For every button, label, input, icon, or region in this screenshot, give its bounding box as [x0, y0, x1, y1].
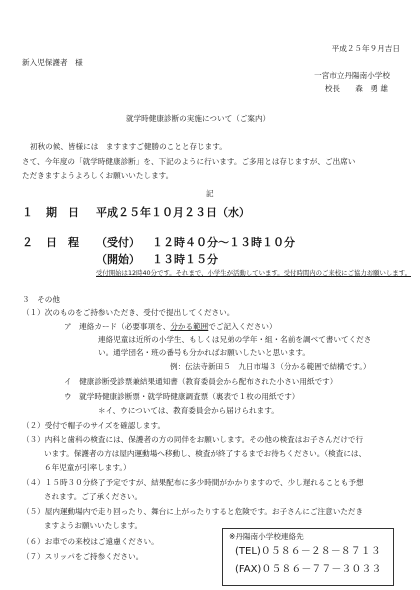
item-1-u: ウ 就学時健康診断票・就学時健康調査票（裏表で１枚の用紙です）	[64, 392, 300, 401]
item-3-line-2: います。保護者の方は屋内運動場へ移動し、検査が終了するまでお待ちください。（検査には、	[44, 449, 367, 458]
item-5-line-2: ますようお願いいたします。	[44, 521, 143, 530]
addressee: 新入児保護者 様	[22, 58, 83, 67]
section1-number: １	[22, 206, 33, 219]
item-2: （２）受付で帽子のサイズを確認します。	[22, 421, 166, 430]
item-1-a-example: 例：伝法寺新田５ 九日市場３（分かる範囲で結構です。）	[170, 362, 371, 371]
item-1-a-detail-1: 連絡児童は近所の小学生、もしくは兄弟の学年・組・名前を調べて書いてくださ	[98, 335, 372, 344]
intro-line-2: さて、今年度の「就学時健康診断」を、下記のように行います。ご多用とは存じますが、ご出席い	[22, 157, 356, 166]
item-1: （１）次のものをご持参いただき、受付で提出してください。	[22, 308, 235, 317]
principal-name: 校長 森 勇 雄	[324, 84, 388, 93]
item-1-note: ＊イ、ウについては、教育委員会から届けられます。	[98, 406, 279, 415]
reception-note: 受付開始は12時40分です。それまで、小学生が活動しています。受付時間内のご来校にご協力お願いします。	[96, 269, 411, 277]
start-label: （開始）	[96, 253, 140, 266]
contact-fax: (FAX)０５８６－７７－３０３３	[235, 564, 382, 575]
reception-label: （受付）	[96, 236, 140, 249]
item-6: （６）お車での来校はご遠慮ください。	[22, 537, 159, 546]
contact-title: ※丹陽南小学校連絡先	[229, 532, 304, 541]
section2-label: 日 程	[46, 236, 79, 249]
section2-number: ２	[22, 236, 33, 249]
contact-tel: (TEL)０５８６－２８－８７１３	[235, 546, 381, 557]
item-7: （７）スリッパをご持参ください。	[22, 552, 144, 561]
section3-heading: ３ その他	[22, 295, 60, 304]
item-4-line-2: されます。ご了承ください。	[44, 492, 143, 501]
start-time: １３時１５分	[152, 253, 218, 266]
document-title: 就学時健康診断の実施について（ご案内）	[126, 114, 271, 123]
item-5-line-1: （５）屋内運動場内で走り回ったり、舞台に上がったりすると危険です。お子さんにご注意いただき	[22, 507, 364, 516]
item-1-a: ア 連絡カード（必要事項を、分かる範囲でご記入ください）	[64, 322, 277, 331]
document-date: 平成２５年９月吉日	[331, 44, 400, 53]
school-name: 一宮市立丹陽南小学校	[314, 71, 390, 80]
section1-label: 期 日	[46, 206, 79, 219]
item-3-line-3: ６年児童が引率します。）	[44, 463, 131, 472]
event-date: 平成２５年１０月２３日（水）	[96, 206, 250, 219]
reception-time: １２時４０分～１３時１０分	[152, 236, 295, 249]
item-1-a-detail-2: い。通学団名・班の番号も分かればお願いしたいと思います。	[98, 348, 311, 357]
intro-line-1: 初秋の候、皆様には ますますご健勝のことと存じます。	[30, 142, 227, 151]
contact-box	[222, 528, 394, 586]
item-3-line-1: （３）内科と歯科の検査には、保護者の方の同伴をお願いします。その他の検査はお子さんだけで行	[22, 435, 364, 444]
item-1-i: イ 健康診断受診票兼結果通知書（教育委員会から配布された小さい用紙です）	[64, 377, 338, 386]
intro-line-3: ただきますようよろしくお願いいたします。	[22, 171, 174, 180]
item-4-line-1: （４）１５時３０分終了予定ですが、結果配布に多少時間がかかりますので、少し遅れることも予想	[22, 478, 364, 487]
ki-heading: 記	[206, 189, 214, 198]
